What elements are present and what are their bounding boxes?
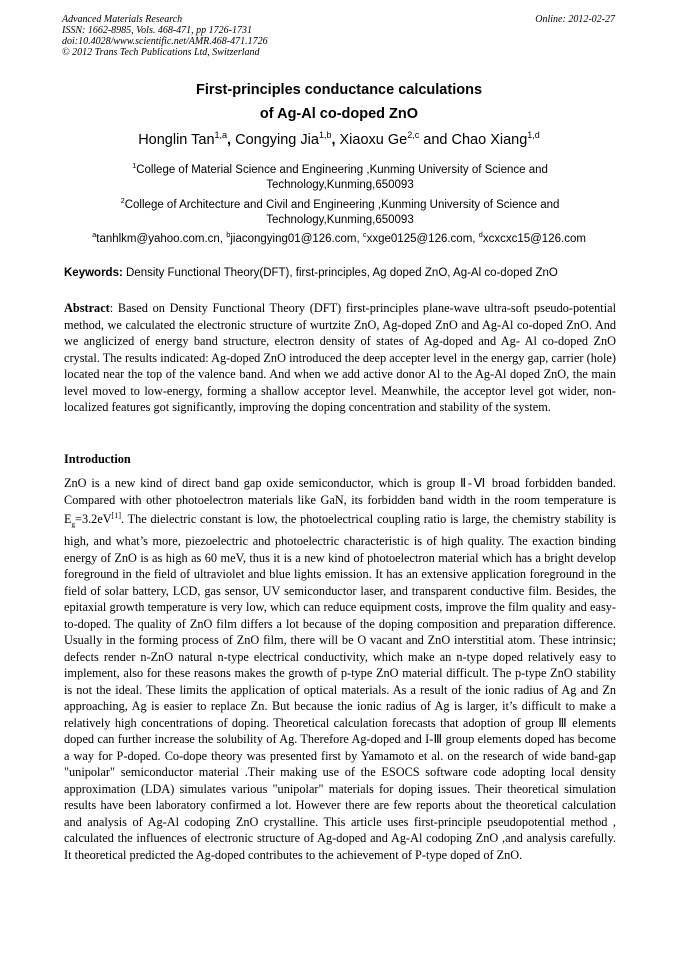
- header-left: [62, 14, 268, 58]
- subscript: g: [71, 520, 76, 529]
- email-mark: a: [92, 230, 97, 239]
- section-heading-introduction: Introduction: [64, 452, 131, 466]
- affiliation-text: Technology,Kunming,650093: [266, 213, 414, 226]
- journal-name: Advanced Materials Research: [62, 14, 183, 25]
- abstract-text: : Based on Density Functional Theory (DFT) first-principles plane-wave ultra-soft pseudo-potential method, we calculated the electronic structure of wurtzite ZnO, Ag-doped ZnO and Ag-Al co-doped ZnO. And we anglicized of energy band structure, electron density of states of Ag-doped and Ag- Al co-doped ZnO crystal. The results indicated: Ag-doped ZnO introduced the deep accepter level in the energy gap, carrier (hole) located near the top of the valence band. And when we add active donor Al to the Ag-Al doped ZnO, the main level moved to low-energy, forming a shallow acceptor level. Meanwhile, the acceptor level got wider, non-localized features got significantly, improving the doping concentration and stability of the system.: [64, 301, 616, 414]
- email-mark: d: [478, 230, 483, 239]
- author-separator: ,: [331, 131, 340, 148]
- paper-title-line-2: of Ag-Al co-doped ZnO: [259, 106, 419, 122]
- author-affiliation-mark: 1,b: [318, 130, 332, 140]
- author-affiliation-mark: 1,d: [527, 130, 540, 140]
- affiliation-text: College of Architecture and Civil and Engineering ,Kunming University of Science and: [124, 198, 560, 211]
- email-address: tanhlkm@yahoo.com.cn,: [96, 232, 227, 245]
- introduction-text: ZnO is a new kind of direct band gap oxide semiconductor, which is group Ⅱ-Ⅵ broad forbidden banded. Compared with other photoelectron materials like GaN, its forbidden band width in the room temperature is E: [64, 476, 616, 527]
- email-address: xxge0125@126.com,: [366, 232, 479, 245]
- doi-line: doi:10.4028/www.scientific.net/AMR.468-471.1726: [62, 36, 268, 47]
- introduction-body: [64, 475, 616, 863]
- online-date: Online: 2012-02-27: [535, 14, 615, 25]
- copyright-line: © 2012 Trans Tech Publications Ltd, Switzerland: [62, 47, 260, 58]
- email-address: jiacongying01@126.com,: [230, 232, 363, 245]
- email-list: [0, 230, 678, 245]
- issn-line: ISSN: 1662-8985, Vols. 468-471, pp 1726-1731: [62, 25, 252, 36]
- author-name: Chao Xiang: [451, 131, 528, 148]
- paper-title-line-1: First-principles conductance calculations: [195, 82, 483, 98]
- author-separator: and: [419, 131, 452, 148]
- introduction-text: . The dielectric constant is low, the photoelectrical coupling ratio is large, the chemistry stability is high, and what’s more, piezoelectric and photoelectric characteristic is of high quality. The exaction binding energy of ZnO is as high as 60 meV, thus it is a new kind of photoelectron material which has a bright develop foreground in the field of ultraviolet and blue lights emission. It has an extensive application foreground in the field of solar battery, LCD, gas sensor, UV semiconductor laser, and transparent conductive film. Besides, the epitaxial growth temperature is very low, which can reduce equipment costs, improve the film quality and easy-to-doped. The quality of ZnO film differs a lot because of the doping composition and preparation difference. Usually in the forming process of ZnO film, there will be O vacant and ZnO interstitial atom. These intrinsic; defects render n-ZnO natural n-type electrical conductivity, which make an n-type doped relatively easy to implement, also for these reasons makes the growth of p-type ZnO material difficult. The p-type ZnO stability is not the ideal. These limits the application of optical materials. As a result of the ionic radius of Ag and Zn approaching, Ag is easier to replace Zn. But because the ionic radius of Ag is larger, it’s difficult to make a relatively high concentrations of doping. Theoretical calculation forecasts that adoption of group Ⅲ elements doped can further increase the solubility of Ag. Therefore Ag-doped and I-Ⅲ group elements doped has become a way for P-doped. Co-dope theory was presented first by Yamamoto et al. on the research of wide band-gap "unipolar" semiconductor material .Their making use of the ESOCS software code adopting local density approximation (LDA) simulates various "unipolar" materials for doping issues. Their theoretical simulation results have been laboratory confirmed a lot. However there are few reports about the theoretical calculation and analysis of Ag-Al codoping ZnO crystalline. This article uses first-principle pseudopotential method , calculated the influences of electronic structure of Ag-doped and Ag-Al codoping ZnO ,and analysis carefully. It theoretical predicted the Ag-doped contributes to the achievement of P-type doped of ZnO.: [64, 512, 616, 862]
- email-address: xcxcxc15@126.com: [482, 232, 586, 245]
- keywords-label: Keywords:: [64, 267, 123, 279]
- author-name: Xiaoxu Ge: [339, 131, 408, 148]
- affiliation-mark: 1: [132, 161, 137, 170]
- keywords-text: Density Functional Theory(DFT), first-principles, Ag doped ZnO, Ag-Al co-doped ZnO: [122, 267, 558, 279]
- keywords: [64, 267, 624, 279]
- author-name: Honglin Tan: [138, 131, 215, 148]
- email-mark: c: [362, 230, 367, 239]
- citation-ref: [1]: [111, 511, 121, 520]
- author-list: [0, 130, 678, 148]
- email-mark: b: [226, 230, 231, 239]
- author-name: Congying Jia: [235, 131, 319, 148]
- author-affiliation-mark: 1,a: [214, 130, 228, 140]
- affiliation-text: Technology,Kunming,650093: [266, 178, 414, 191]
- abstract: [64, 300, 616, 416]
- author-affiliation-mark: 2,c: [407, 130, 420, 140]
- affiliation-mark: 2: [120, 196, 125, 205]
- affiliation-text: College of Material Science and Engineering ,Kunming University of Science and: [136, 163, 548, 176]
- affiliation-1: [90, 158, 590, 193]
- affiliation-2: [90, 193, 590, 228]
- introduction-text: =3.2eV: [75, 512, 112, 527]
- author-separator: ,: [227, 131, 236, 148]
- abstract-label: Abstract: [64, 301, 110, 315]
